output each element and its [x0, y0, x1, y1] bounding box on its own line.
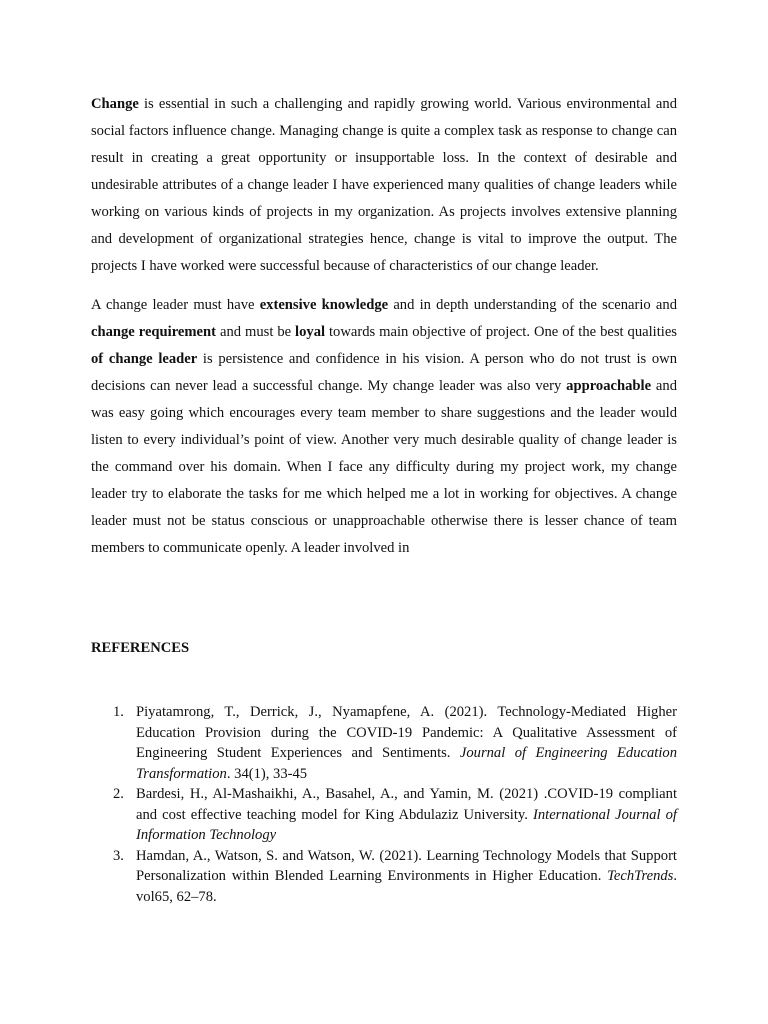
text-run: and was easy going which encourages every team member to share suggestions and the leader would listen to every individual’s point of view. Another very much desirable quality of change leader is the command over his domain. When I face any difficulty during my project work, my change leader try to elaborate the tasks for me which helped me a lot in working for objectives. A change leader must not be status conscious or unapproachable otherwise there is lesser chance of team members to communicate openly. A leader involved in	[91, 378, 677, 556]
references-heading: REFERENCES	[91, 640, 190, 656]
bold-text-run: extensive knowledge	[259, 297, 389, 313]
text-run: and in depth understanding of the scenario and	[388, 297, 677, 313]
text-run: towards main objective of project. One of the best qualities	[325, 324, 677, 340]
paragraph-1	[91, 91, 677, 280]
text-run: and must be	[216, 324, 296, 340]
document-body	[91, 91, 677, 562]
reference-journal: Journal of Engineering Education Transformation	[136, 745, 677, 782]
reference-number: 3.	[113, 847, 124, 864]
text-run: is essential in such a challenging and rapidly growing world. Various environmental and social factors influence change. Managing change is quite a complex task as response to change can result in creating a great opportunity or insupportable loss. In the context of desirable and undesirable attributes of a change leader I have experienced many qualities of change leaders while working on various kinds of projects in my organization. As projects involves extensive planning and development of organizational strategies hence, change is vital to improve the output. The projects I have worked were successful because of characteristics of our change leader.	[91, 96, 677, 274]
reference-item	[91, 702, 677, 784]
reference-text: Piyatamrong, T., Derrick, J., Nyamapfene, A. (2021). Technology-Mediated Higher Education Provision during the COVID-19 Pandemic: A Qualitative Assessment of Engineering Student Experiences and Sentiments.	[136, 704, 677, 761]
bold-text-run: of change leader	[91, 351, 198, 367]
reference-list	[91, 702, 677, 907]
reference-item	[91, 846, 677, 908]
reference-journal: TechTrends	[607, 868, 674, 884]
text-run: is persistence and confidence in his vision. A person who do not trust is own decisions can never lead a successful change. My change leader was also very	[91, 351, 678, 394]
bold-text-run: loyal	[295, 324, 326, 340]
paragraph-2	[91, 292, 677, 562]
reference-number: 2.	[113, 786, 124, 802]
reference-number: 1.	[113, 704, 124, 720]
reference-journal: International Journal of Information Technology	[136, 806, 677, 843]
reference-tail: . 34(1), 33-45	[226, 765, 308, 782]
text-run: A change leader must have	[91, 297, 260, 313]
reference-text: Bardesi, H., Al-Mashaikhi, A., Basahel, A., and Yamin, M. (2021) .COVID-19 compliant and cost effective teaching model for King Abdulaziz University.	[136, 786, 677, 823]
bold-text-run: change requirement	[91, 324, 217, 340]
reference-text: Hamdan, A., Watson, S. and Watson, W. (2021). Learning Technology Models that Support Personalization within Blended Learning Environments in Higher Education.	[136, 847, 677, 884]
bold-text-run: approachable	[566, 378, 652, 394]
reference-item	[91, 784, 677, 846]
reference-tail: . vol65, 62–78.	[136, 868, 677, 905]
bold-text-run: Change	[91, 96, 139, 112]
